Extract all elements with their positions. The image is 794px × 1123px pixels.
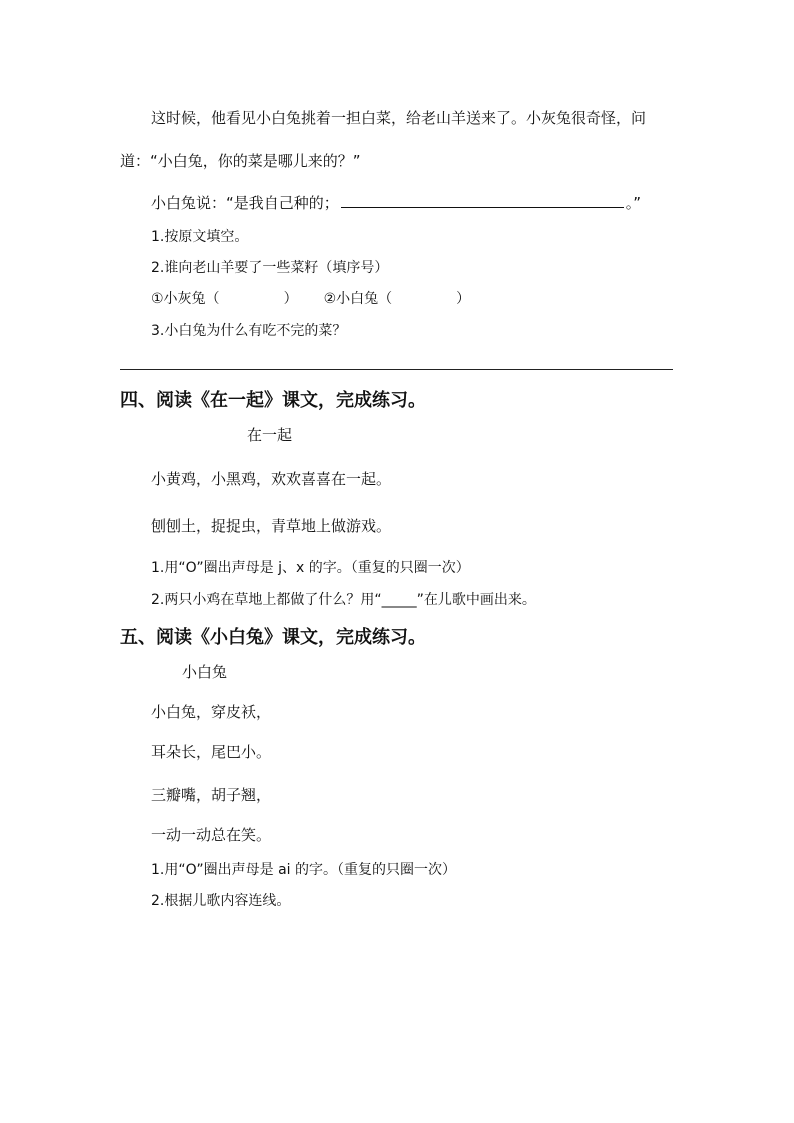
question-2: 2.谁向老山羊要了一些菜籽（填序号） [151,260,389,276]
option-2-close: ） [456,291,471,307]
option-1-close: ） [283,291,298,307]
option-2-label: ②小白兔（ [323,291,393,307]
option-1-label: ①小灰兔（ [151,291,220,307]
passage-line-3 [151,193,641,213]
section-4-poem-line-2: 刨刨土，捉捉虫，青草地上做游戏。 [151,517,392,535]
section-5-poem-line-1: 小白兔，穿皮袄， [151,703,272,721]
section-5-poem-line-3: 三瓣嘴，胡子翘， [151,786,272,804]
section-4-poem-title: 在一起 [247,426,293,444]
section-4-heading: 四、阅读《在一起》课文，完成练习。 [120,390,426,411]
section-4-poem-line-1: 小黄鸡，小黑鸡，欢欢喜喜在一起。 [151,470,392,488]
section-5-poem-line-4: 一动一动总在笑。 [151,826,272,844]
section-4-question-1: 1.用“O”圈出声母是 j、x 的字。（重复的只圈一次） [151,560,470,576]
passage-line-3-end: 。” [625,194,642,212]
answer-line[interactable] [120,369,673,370]
question-3: 3.小白兔为什么有吃不完的菜？ [151,323,347,339]
section-5-question-2: 2.根据儿歌内容连线。 [151,893,291,909]
passage-line-1: 这时候，他看见小白兔挑着一担白菜，给老山羊送来了。小灰兔很奇怪，问 [151,109,647,127]
section-5-heading: 五、阅读《小白兔》课文，完成练习。 [120,627,426,648]
section-4-question-2: 2.两只小鸡在草地上都做了什么？用“_____”在儿歌中画出来。 [151,592,536,608]
fill-blank-line[interactable] [341,193,624,208]
section-5-poem-line-2: 耳朵长，尾巴小。 [151,743,272,761]
question-1: 1.按原文填空。 [151,229,249,245]
section-5-poem-title: 小白兔 [182,663,228,681]
section-5-question-1: 1.用“O”圈出声母是 ai 的字。（重复的只圈一次） [151,862,457,878]
question-2-options [151,289,470,309]
passage-line-3-start: 小白兔说：“是我自己种的； [151,194,339,212]
passage-line-2: 道：“小白兔，你的菜是哪儿来的？” [120,152,361,170]
